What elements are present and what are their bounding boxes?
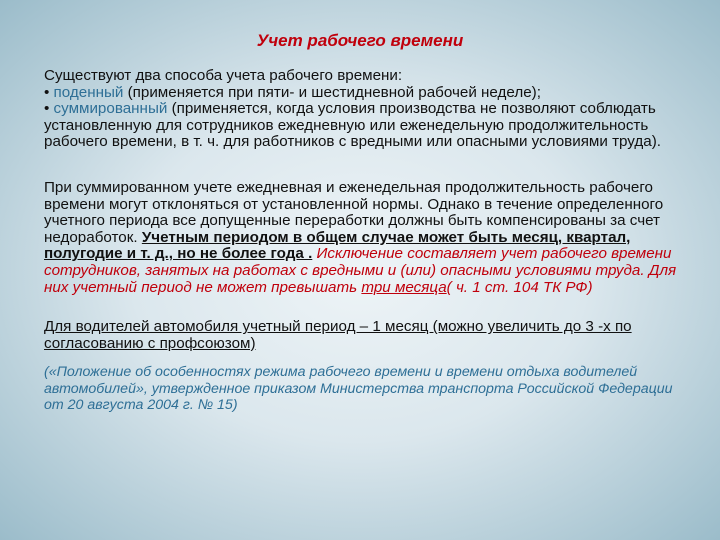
- daily-term: поденный: [53, 83, 124, 101]
- daily-description: (применяется при пяти- и шестидневной рабочей неделе);: [123, 83, 541, 101]
- three-months-text: три месяца: [361, 278, 447, 296]
- summed-description: (применяется, когда условия производства не позволяют соблюдать установленную для сотрудников ежедневную или еженедельную продолжительность рабочего времени, в т. ч. для работников с вредными или опасными условиями труда).: [44, 100, 661, 151]
- exception-text: Исключение составляет учет рабочего времени сотрудников, занятых на работах с вредными и (или) опасными условиями труда. Для них учетный период не может превышать: [44, 245, 677, 296]
- summed-term: суммированный: [53, 100, 168, 118]
- law-reference: ( ч. 1 ст. 104 ТК РФ): [446, 278, 593, 296]
- accounting-period-emphasis: Учетным периодом в общем случае может быть месяц, квартал, полугодие и т. д., но не более года .: [44, 228, 631, 263]
- methods-paragraph: [44, 68, 694, 151]
- methods-intro: Существуют два способа учета рабочего времени:: [44, 67, 403, 84]
- slide-content: [44, 68, 694, 414]
- slide-title: Учет рабочего времени: [256, 31, 464, 50]
- summed-text: При суммированном учете ежедневная и еженедельная продолжительность рабочего времени могут отклоняться от установленной нормы. Однако в течение определенного учетного периода все допущенные переработки должны быть компенсированы за счет недоработок.: [44, 178, 664, 246]
- bullet-marker: •: [44, 100, 54, 118]
- regulation-reference: («Положение об особенностях режима рабочего времени и времени отдыха водителей автомобилей», утвержденное приказом Министерства транспорта Российской Федерации от 20 августа 2004 г. № 15): [44, 364, 673, 414]
- bullet-marker: •: [44, 83, 54, 101]
- summed-accounting-paragraph: [44, 180, 694, 296]
- drivers-paragraph: Для водителей автомобиля учетный период – 1 месяц (можно увеличить до 3 -х по согласованию с профсоюзом): [44, 318, 632, 352]
